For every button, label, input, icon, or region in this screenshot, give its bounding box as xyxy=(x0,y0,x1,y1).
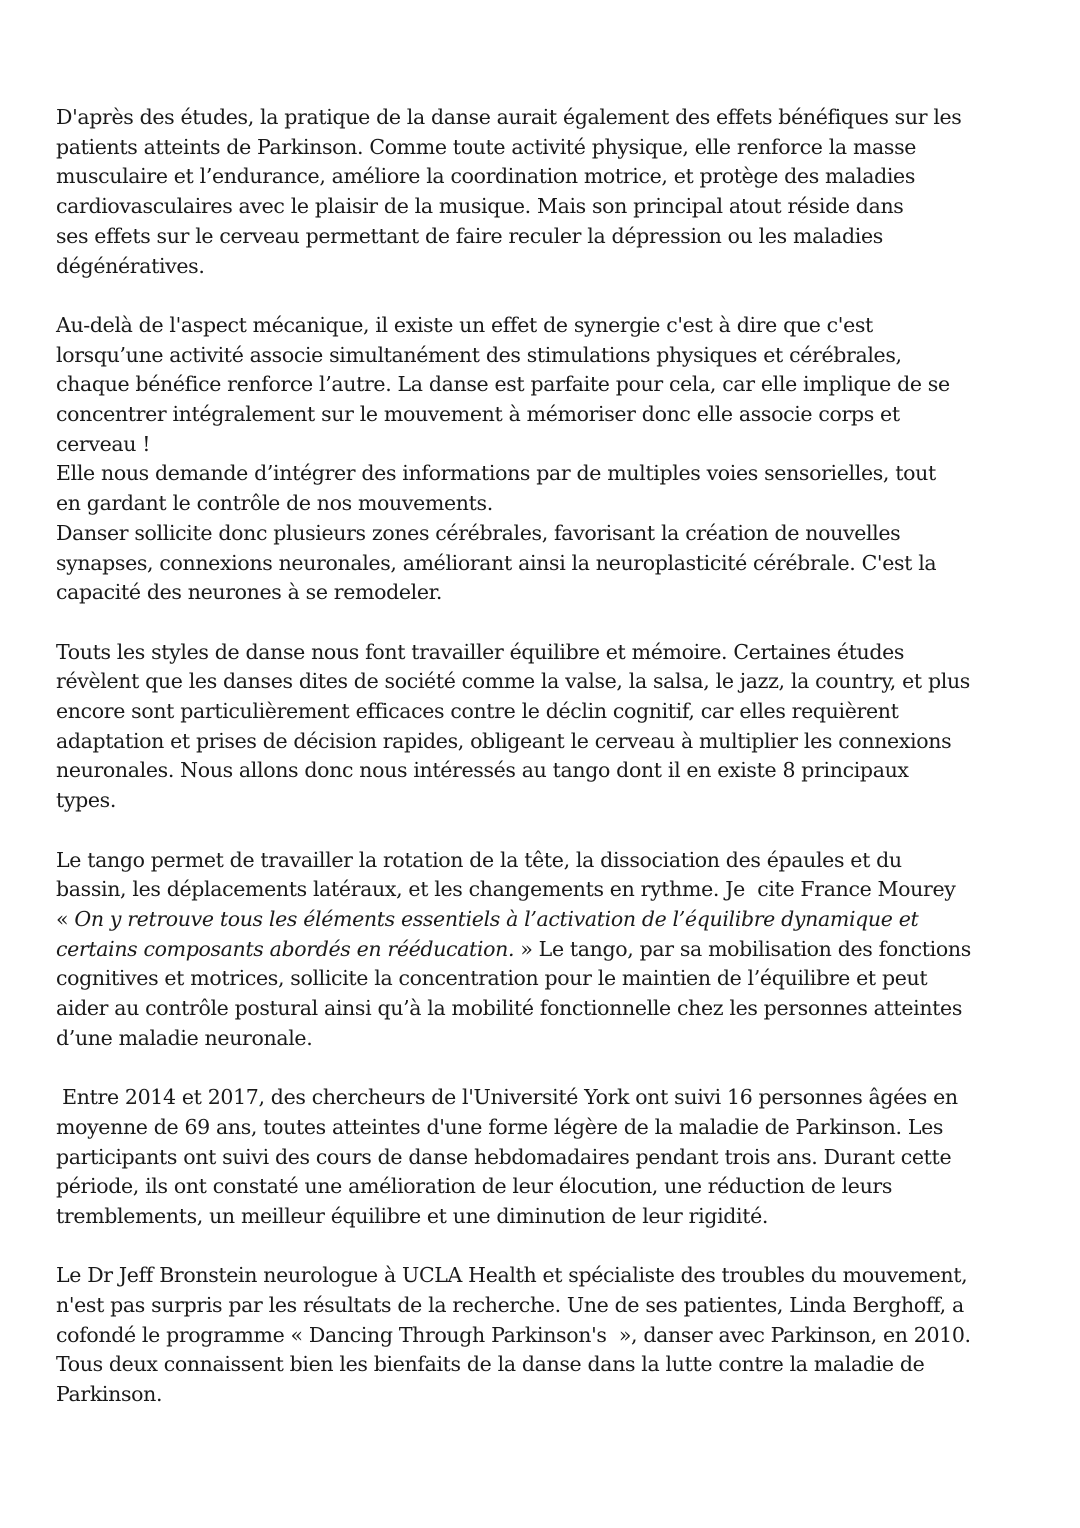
text-line: n'est pas surpris par les résultats de la recherche. Une de ses patientes, Linda Berghoff, a xyxy=(56,1293,964,1318)
paragraph-york-study xyxy=(56,1083,1056,1232)
paragraph-spacer xyxy=(56,608,1056,638)
text-line: synapses, connexions neuronales, améliorant ainsi la neuroplasticité cérébrale. C'est la xyxy=(56,550,937,575)
paragraph-synergy xyxy=(56,311,1056,608)
text-line: en gardant le contrôle de nos mouvements. xyxy=(56,491,493,516)
paragraph-spacer xyxy=(56,1053,1056,1083)
document-page xyxy=(56,103,1056,1410)
quote-line xyxy=(56,905,1056,935)
text-line: Le Dr Jeff Bronstein neurologue à UCLA Health et spécialiste des troubles du mouvement, xyxy=(56,1263,968,1288)
text-line: neuronales. Nous allons donc nous intéressés au tango dont il en existe 8 principaux xyxy=(56,758,909,783)
paragraph-spacer xyxy=(56,816,1056,846)
text-line: période, ils ont constaté une amélioration de leur élocution, une réduction de leurs xyxy=(56,1174,893,1199)
text-line: Danser sollicite donc plusieurs zones cérébrales, favorisant la création de nouvelles xyxy=(56,520,901,545)
text-line: bassin, les déplacements latéraux, et les changements en rythme. Je cite France Mourey xyxy=(56,877,956,902)
text-line: concentrer intégralement sur le mouvement à mémoriser donc elle associe corps et xyxy=(56,402,900,427)
quote-open-mark: « xyxy=(56,906,75,931)
quote-close-text: » Le tango, par sa mobilisation des fonctions xyxy=(514,936,971,961)
text-line: Elle nous demande d’intégrer des informations par de multiples voies sensorielles, tout xyxy=(56,461,936,486)
text-line: cardiovasculaires avec le plaisir de la musique. Mais son principal atout réside dans xyxy=(56,194,904,219)
quote-line xyxy=(56,935,1056,965)
paragraph-dance-styles xyxy=(56,638,1056,816)
text-line: révèlent que les danses dites de société comme la valse, la salsa, le jazz, la country, et plus xyxy=(56,669,970,694)
text-line: adaptation et prises de décision rapides, obligeant le cerveau à multiplier les connexions xyxy=(56,728,952,753)
text-line: ses effets sur le cerveau permettant de faire reculer la dépression ou les maladies xyxy=(56,223,883,248)
text-line: tremblements, un meilleur équilibre et une diminution de leur rigidité. xyxy=(56,1203,769,1228)
paragraph-tango xyxy=(56,846,1056,1054)
text-line: Le tango permet de travailler la rotation de la tête, la dissociation des épaules et du xyxy=(56,847,902,872)
quote-text: On y retrouve tous les éléments essentiels à l’activation de l’équilibre dynamique et xyxy=(74,906,919,931)
quote-text: certains composants abordés en rééducation. xyxy=(56,936,515,961)
text-line: chaque bénéfice renforce l’autre. La danse est parfaite pour cela, car elle implique de se xyxy=(56,372,950,397)
text-line: musculaire et l’endurance, améliore la coordination motrice, et protège des maladies xyxy=(56,164,916,189)
paragraph-spacer xyxy=(56,281,1056,311)
text-line: Parkinson. xyxy=(56,1382,163,1407)
text-line: Touts les styles de danse nous font travailler équilibre et mémoire. Certaines études xyxy=(56,639,905,664)
text-line: capacité des neurones à se remodeler. xyxy=(56,580,442,605)
text-line: Entre 2014 et 2017, des chercheurs de l'Université York ont suivi 16 personnes âgées en xyxy=(56,1085,958,1110)
text-line: patients atteints de Parkinson. Comme toute activité physique, elle renforce la masse xyxy=(56,134,917,159)
text-line: cerveau ! xyxy=(56,431,151,456)
paragraph-spacer xyxy=(56,1232,1056,1262)
text-line: Au-delà de l'aspect mécanique, il existe un effet de synergie c'est à dire que c'est xyxy=(56,312,873,337)
text-line: moyenne de 69 ans, toutes atteintes d'une forme légère de la maladie de Parkinson. Les xyxy=(56,1114,944,1139)
paragraph-dance-benefits xyxy=(56,103,1056,281)
paragraph-bronstein xyxy=(56,1261,1056,1410)
text-line: encore sont particulièrement efficaces contre le déclin cognitif, car elles requièrent xyxy=(56,699,899,724)
text-line: D'après des études, la pratique de la danse aurait également des effets bénéfiques sur les xyxy=(56,105,962,129)
text-line: participants ont suivi des cours de danse hebdomadaires pendant trois ans. Durant cette xyxy=(56,1144,952,1169)
text-line: cognitives et motrices, sollicite la concentration pour le maintien de l’équilibre et peut xyxy=(56,966,928,991)
text-line: Tous deux connaissent bien les bienfaits de la danse dans la lutte contre la maladie de xyxy=(56,1352,925,1377)
text-line: aider au contrôle postural ainsi qu’à la mobilité fonctionnelle chez les personnes atteintes xyxy=(56,996,963,1021)
text-line: d’une maladie neuronale. xyxy=(56,1025,313,1050)
text-line: dégénératives. xyxy=(56,253,205,278)
text-line: lorsqu’une activité associe simultanément des stimulations physiques et cérébrales, xyxy=(56,342,902,367)
text-line: types. xyxy=(56,788,117,813)
text-line: cofondé le programme « Dancing Through Parkinson's », danser avec Parkinson, en 2010. xyxy=(56,1322,971,1347)
